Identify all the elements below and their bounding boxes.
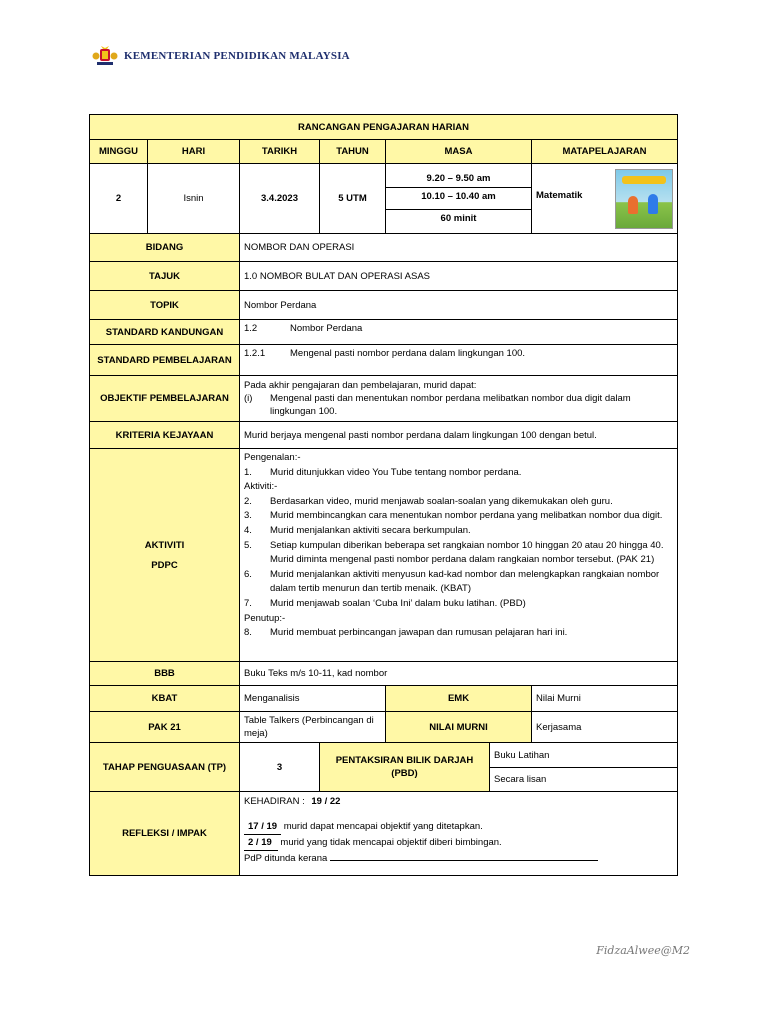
sk-cell [240, 320, 678, 345]
kehadiran-label: KEHADIRAN : [244, 796, 305, 807]
list-item: 8. Murid membuat perbincangan jawapan dan rumusan pelajaran hari ini. [244, 627, 568, 639]
page-header [92, 44, 350, 68]
list-item: 3. Murid membincangkan cara menentukan nombor perdana yang melibatkan nombor dua digit. [244, 510, 663, 522]
bidang-value: NOMBOR DAN OPERASI [240, 234, 678, 262]
bbb-label: BBB [90, 662, 240, 686]
kbat-label: KBAT [90, 686, 240, 712]
masa-slot-2: 10.10 – 10.40 am [386, 188, 531, 210]
nilai-murni-value: Kerjasama [532, 712, 678, 743]
pbd-label: PENTAKSIRAN BILIK DARJAH (PBD) [320, 743, 490, 792]
aktiviti-section-aktiviti: Aktiviti:- [244, 481, 278, 493]
tp-value: 3 [240, 743, 320, 792]
pak21-value: Table Talkers (Perbincangan di meja) [240, 712, 386, 743]
aktiviti-label-line1: AKTIVITI [144, 539, 185, 551]
malaysia-crest-icon [92, 45, 118, 67]
bidang-label: BIDANG [90, 234, 240, 262]
list-item: 5. Setiap kumpulan diberikan beberapa set rangkaian nombor 10 hinggan 20 atau 20 hingga 40. Murid diminta mengenal pasti nombor perdana dalam rangkaian nombor tersebut. (PAK 21) [244, 539, 664, 566]
refleksi-achieved-count: 17 / 19 [244, 819, 281, 835]
masa-cell [386, 164, 532, 234]
objektif-intro: Pada akhir pengajaran dan pembelajaran, murid dapat: [244, 380, 477, 391]
kriteria-value: Murid berjaya mengenal pasti nombor perdana dalam lingkungan 100 dengan betul. [240, 422, 678, 449]
refleksi-label: REFLEKSI / IMPAK [90, 792, 240, 876]
kbat-value: Menganalisis [240, 686, 386, 712]
topik-value: Nombor Perdana [240, 291, 678, 320]
list-item: 1. Murid ditunjukkan video You Tube tentang nombor perdana. [244, 466, 522, 478]
plan-title: RANCANGAN PENGAJARAN HARIAN [90, 115, 678, 140]
tarikh-value: 3.4.2023 [240, 164, 320, 234]
lesson-plan-table [89, 114, 678, 876]
col-masa: MASA [386, 140, 532, 164]
tahun-value: 5 UTM [320, 164, 386, 234]
sk-number: 1.2 [244, 323, 258, 334]
hari-value: Isnin [148, 164, 240, 234]
sk-label: STANDARD KANDUNGAN [90, 320, 240, 345]
objektif-cell [240, 376, 678, 422]
col-matapelajaran: MATAPELAJARAN [532, 140, 678, 164]
bbb-value: Buku Teks m/s 10-11, kad nombor [240, 662, 678, 686]
col-tarikh: TARIKH [240, 140, 320, 164]
aktiviti-cell [240, 449, 678, 662]
objektif-label: OBJEKTIF PEMBELAJARAN [90, 376, 240, 422]
refleksi-postponed-text: PdP ditunda kerana [244, 853, 328, 864]
subject-cell [532, 164, 678, 234]
author-watermark: FidzaAlwee@M2 [596, 944, 690, 957]
aktiviti-label [90, 449, 240, 662]
sp-number: 1.2.1 [244, 348, 266, 359]
refleksi-guided-text: murid yang tidak mencapai objektif diberi bimbingan. [280, 837, 502, 848]
minggu-value: 2 [90, 164, 148, 234]
pak21-label: PAK 21 [90, 712, 240, 743]
emk-label: EMK [386, 686, 532, 712]
aktiviti-section-pengenalan: Pengenalan:- [244, 452, 301, 463]
objektif-number: (i) [244, 393, 253, 404]
list-item: 7. Murid menjawab soalan ‘Cuba Ini’ dalam buku latihan. (PBD) [244, 597, 526, 609]
refleksi-cell [240, 792, 678, 876]
nilai-murni-label: NILAI MURNI [386, 712, 532, 743]
kehadiran-value: 19 / 22 [311, 796, 341, 807]
list-item: 6. Murid menjalankan aktiviti menyusun kad-kad nombor dan melengkapkan rangkaian nombor dalam tertib menurun dan tertib menaik. (KBAT) [244, 568, 660, 595]
sk-value: Nombor Perdana [290, 323, 363, 334]
list-item: 2. Berdasarkan video, murid menjawab soalan-soalan yang dikemukakan oleh guru. [244, 495, 613, 507]
aktiviti-section-penutup: Penutup:- [244, 612, 286, 624]
pbd-item-2: Secara lisan [490, 768, 678, 792]
sp-cell [240, 345, 678, 376]
subject-value: Matematik [536, 189, 583, 201]
topik-label: TOPIK [90, 291, 240, 320]
ministry-name: KEMENTERIAN PENDIDIKAN MALAYSIA [124, 50, 350, 62]
sp-value: Mengenal pasti nombor perdana dalam lingkungan 100. [290, 348, 526, 359]
emk-value: Nilai Murni [532, 686, 678, 712]
sp-label: STANDARD PEMBELAJARAN [90, 345, 240, 376]
textbook-cover-image [615, 169, 673, 229]
tajuk-value: 1.0 NOMBOR BULAT DAN OPERASI ASAS [240, 262, 678, 291]
kriteria-label: KRITERIA KEJAYAAN [90, 422, 240, 449]
col-hari: HARI [148, 140, 240, 164]
refleksi-achieved-text: murid dapat mencapai objektif yang ditetapkan. [283, 821, 483, 832]
aktiviti-label-line2: PDPC [151, 559, 178, 571]
masa-duration: 60 minit [386, 210, 531, 228]
list-item: 4. Murid menjalankan aktiviti secara berkumpulan. [244, 524, 471, 536]
refleksi-guided-count: 2 / 19 [244, 835, 278, 851]
col-tahun: TAHUN [320, 140, 386, 164]
tp-label: TAHAP PENGUASAAN (TP) [90, 743, 240, 792]
masa-slot-1: 9.20 – 9.50 am [426, 173, 491, 184]
objektif-value: Mengenal pasti dan menentukan nombor perdana melibatkan nombor dua digit dalam lingkungan 100. [270, 393, 631, 417]
pbd-item-1: Buku Latihan [490, 743, 678, 768]
refleksi-postponed-line [330, 860, 598, 861]
tajuk-label: TAJUK [90, 262, 240, 291]
col-minggu: MINGGU [90, 140, 148, 164]
